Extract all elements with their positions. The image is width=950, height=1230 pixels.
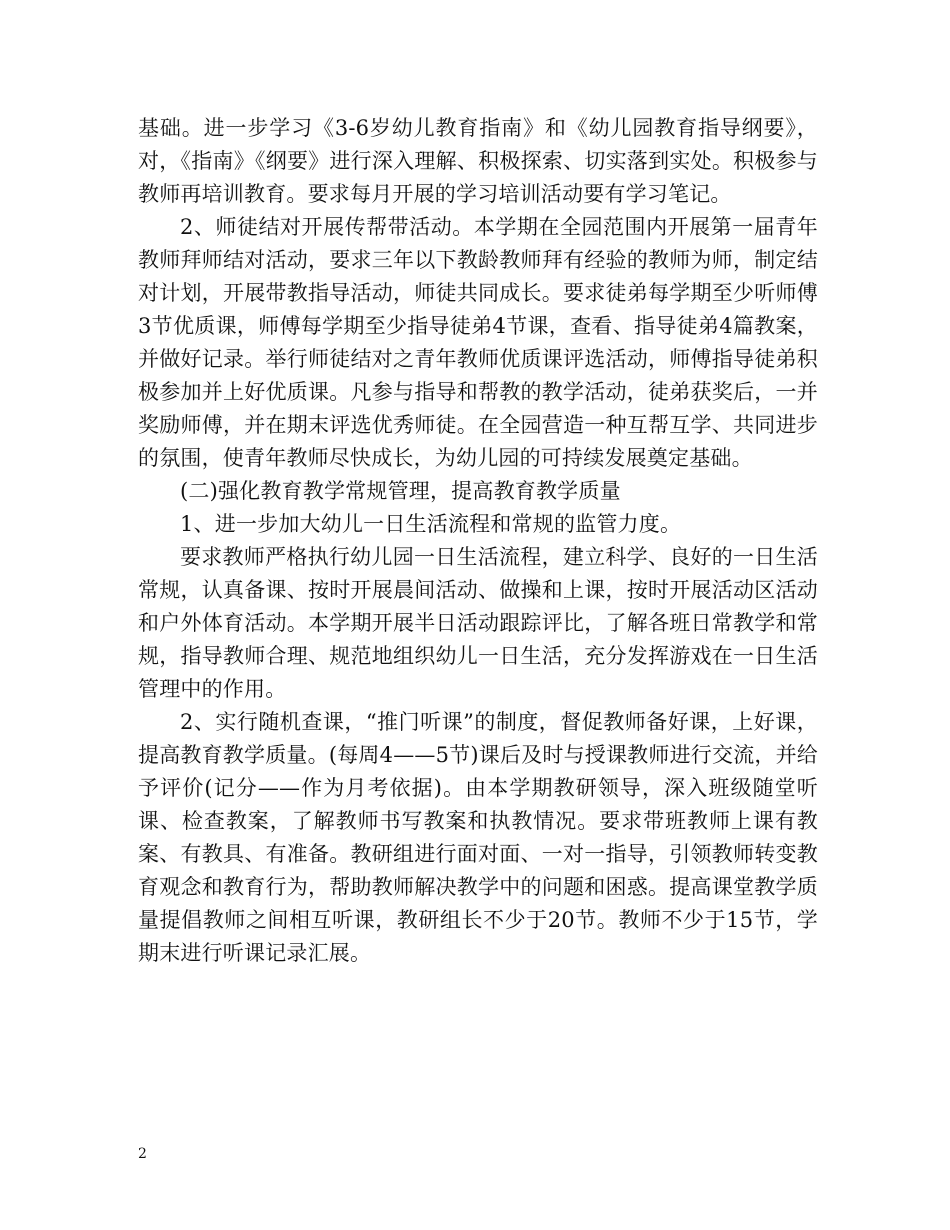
paragraph-5: 要求教师严格执行幼儿园一日生活流程，建立科学、良好的一日生活常规，认真备课、按时开展晨间活动、做操和上课，按时开展活动区活动和户外体育活动。本学期开展半日活动跟踪评比，了解各班日常教学和常规，指导教师合理、规范地组织幼儿一日生活，充分发挥游戏在一日生活管理中的作用。	[138, 545, 818, 701]
paragraph-1: 基础。进一步学习《3-6岁幼儿教育指南》和《幼儿园教育指导纲要》，对，《指南》《纲要》进行深入理解、积极探索、切实落到实处。积极参与教师再培训教育。要求每月开展的学习培训活动要有学习笔记。	[138, 116, 818, 206]
paragraph-2: 2、师徒结对开展传帮带活动。本学期在全园范围内开展第一届青年教师拜师结对活动，要求三年以下教龄教师拜有经验的教师为师，制定结对计划，开展带教指导活动，师徒共同成长。要求徒弟每学期至少听师傅3节优质课，师傅每学期至少指导徒弟4节课，查看、指导徒弟4篇教案，并做好记录。举行师徒结对之青年教师优质课评选活动，师傅指导徒弟积极参加并上好优质课。凡参与指导和帮教的教学活动，徒弟获奖后，一并奖励师傅，并在期末评选优秀师徒。在全园营造一种互帮互学、共同进步的氛围，使青年教师尽快成长，为幼儿园的可持续发展奠定基础。	[138, 215, 818, 470]
document-body	[138, 112, 818, 970]
paragraph-6: 2、实行随机查课，“推门听课”的制度，督促教师备好课，上好课，提高教育教学质量。(每周4——5节)课后及时与授课教师进行交流，并给予评价(记分——作为月考依据)。由本学期教研领导，深入班级随堂听课、检查教案，了解教师书写教案和执教情况。要求带班教师上课有教案、有教具、有准备。教研组进行面对面、一对一指导，引领教师转变教育观念和教育行为，帮助教师解决教学中的问题和困惑。提高课堂教学质量提倡教师之间相互听课，教研组长不少于20节。教师不少于15节，学期末进行听课记录汇展。	[138, 710, 818, 965]
section-heading: (二)强化教育教学常规管理，提高教育教学质量	[180, 479, 621, 503]
paragraph-4: 1、进一步加大幼儿一日生活流程和常规的监管力度。	[180, 512, 682, 536]
page-number: 2	[138, 1146, 147, 1162]
